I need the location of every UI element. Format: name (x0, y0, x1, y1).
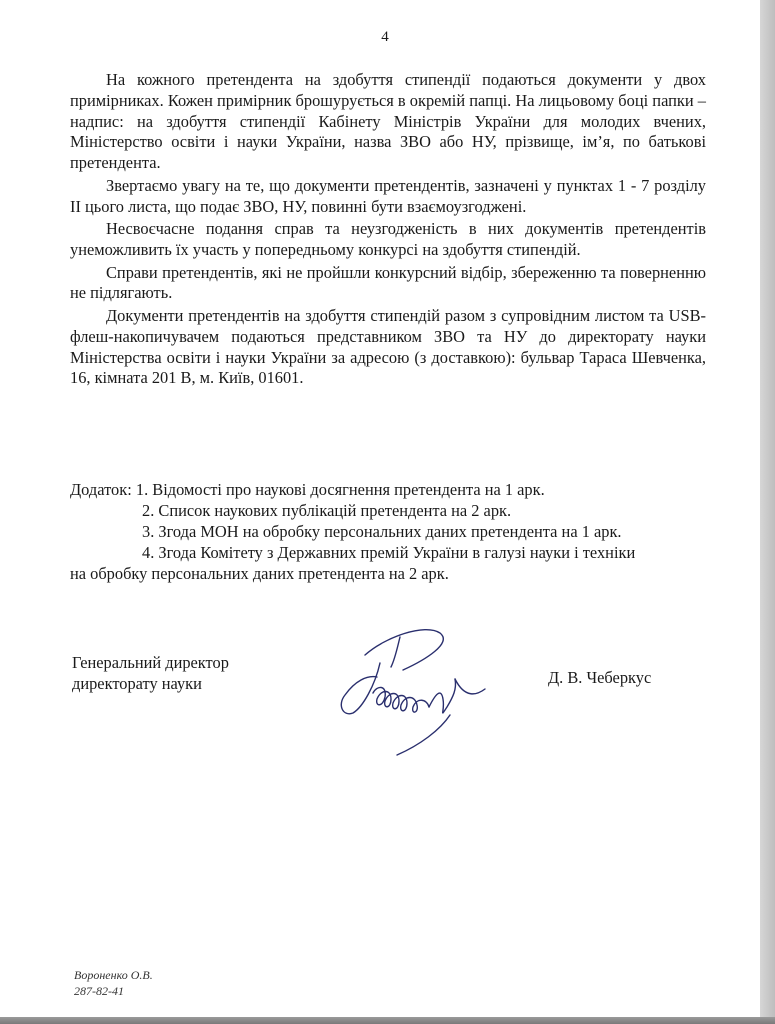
executor-name: Вороненко О.В. (74, 968, 153, 982)
signer-title-line-2: директорату науки (72, 674, 202, 693)
annex-item-4-continuation: на обробку персональних даних претендента на 2 арк. (70, 564, 449, 583)
viewer-bottom-edge (0, 1017, 775, 1024)
paragraph-documents-copies: На кожного претендента на здобуття стипендії подаються документи у двох примірниках. Кожен примірник брошурується в окремій папці. На лицьовому боці папки – надпис: на здобуття стипендії Кабінету Міністрів України для молодих вчених, Міністерство освіти і науки України, назва ЗВО або НУ, прізвище, ім’я, по батькові претендента. (70, 70, 706, 173)
paragraph-late-submission: Несвоєчасне подання справ та неузгодженість в них документів претендентів унеможливить їх участь у попередньому конкурсі на здобуття стипендій. (70, 219, 706, 259)
handwritten-signature (325, 615, 515, 765)
paragraph-consistency-note: Звертаємо увагу на те, що документи претендентів, зазначені у пунктах 1 - 7 розділу ІІ цього листа, що подає ЗВО, НУ, повинні бути взаємоузгоджені. (70, 175, 706, 216)
executor-phone: 287-82-41 (74, 984, 124, 998)
annex-item-text: 1. Відомості про наукові досягнення претендента на 1 арк. (135, 480, 545, 499)
page-number: 4 (381, 29, 389, 45)
annex-item-4: 4. Згода Комітету з Державних премій України в галузі науки і техніки (142, 543, 636, 562)
annex-list (70, 479, 710, 584)
viewer-right-edge (760, 0, 775, 1024)
signer-name: Д. В. Чеберкус (548, 668, 652, 687)
annex-item-1 (70, 479, 710, 500)
letter-body (70, 70, 706, 391)
paragraph-submission-address: Документи претендентів на здобуття стипендій разом з супровідним листом та USB-флеш-накопичувачем подаються представником ЗВО та НУ до директорату науки Міністерства освіти і науки України за адресою (з доставкою): бульвар Тараса Шевченка, 16, кімната 201 В, м. Київ, 01601. (70, 305, 706, 388)
annex-label: Додаток: (70, 480, 132, 499)
executor-info (74, 967, 153, 999)
paragraph-no-return: Справи претендентів, які не пройшли конкурсний відбір, збереженню та поверненню не підлягають. (70, 262, 706, 303)
signer-title-line-1: Генеральний директор (72, 653, 229, 672)
annex-item-3: 3. Згода МОН на обробку персональних даних претендента на 1 арк. (142, 522, 622, 541)
annex-item-2: 2. Список наукових публікацій претендента на 2 арк. (142, 501, 512, 520)
signer-title (72, 652, 229, 694)
